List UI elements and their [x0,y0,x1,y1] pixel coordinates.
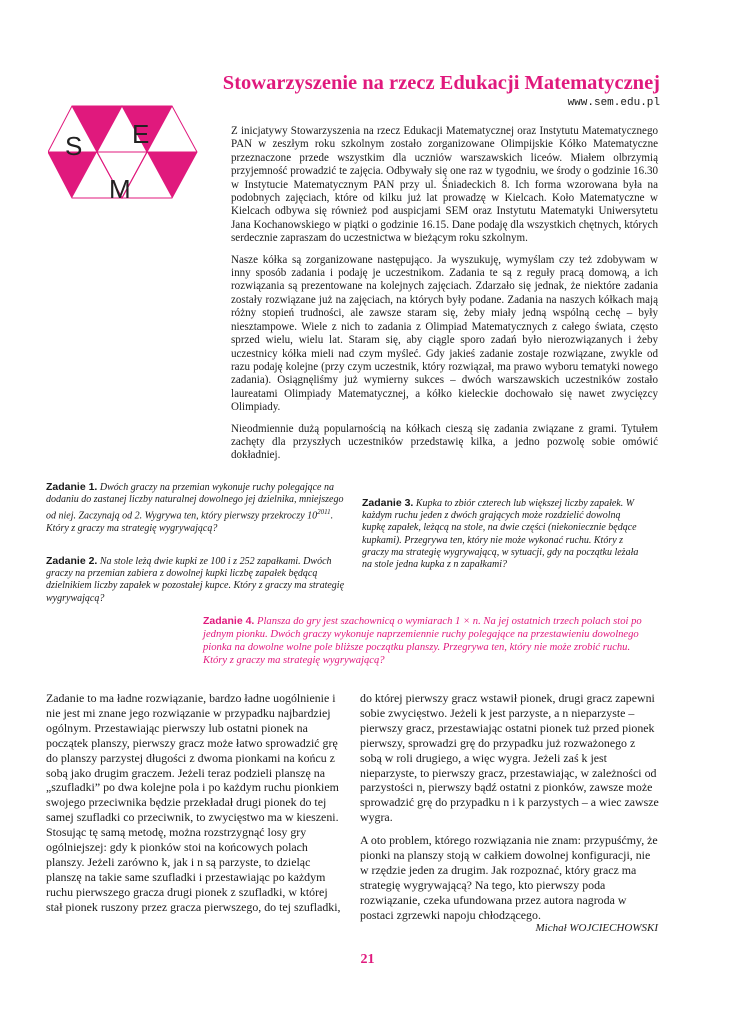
solution-right-column [360,691,660,923]
intro-paragraph-2: Nasze kółka są zorganizowane następująco. Ja wyszukuję, wymyślam czy też zdobywam w inny sposób zadania i podaję je uczestnikom. Zadania te są z reguły pracą domową, a ich rozwiązania są prezentowane na kolejnych zajęciach. Zdarzało się jednak, że niektóre zadania zostały rozwiązane już na zajęciach, na których były podane. Zadania na naszych kółkach mają różny stopień trudności, ale zawsze staram się, żeby miały jedną wspólną cechę – były niesztampowe. Wiele z nich to zadania z Olimpiad Matematycznych z całego świata, często sprzed wielu, wielu lat. Staram się, aby ciągle sporo zadań było nierozwiązanych i żeby uczestnicy kółka mieli nad czym myśleć. Gdy jakieś zadanie zostaje rozwiązane, zwykle od razu podaję kolejne (przy czym uczestnik, który rozwiązał, ma prawo wyboru tematyki nowego zadania). Osiągnęliśmy już wymierny sukces – dwóch warszawskich uczestników zostało laureatami Olimpiady Matematycznej, a kółko kieleckie dochowało się nawet zwycięzcy Olimpiady. [231,253,658,414]
task-1-label: Zadanie 1. [46,481,98,493]
hexagon-logo-icon [48,98,216,216]
solution-paragraph-1: Zadanie to ma ładne rozwiązanie, bardzo ładne uogólnienie i nie jest mi znane jego rozwiązanie w przypadku najbardziej ogólnym. Przestawiając pierwszy lub ostatni pionek na początek planszy, pierwszy gracz może łatwo sprowadzić grę do planszy parzystej długości z dwoma pionkami na końcu z sobą jako drugim graczem. Jeżeli teraz podzieli planszę na „szufladki” po dwa kolejne pola i po każdym ruchu pionkiem swojego przeciwnika będzie przekładał drugi pionek do tej samej szufladki co przeciwnik, to zwycięstwo ma w kieszeni. Stosując tę samą metodę, można rozstrzygnąć losy gry ogólniejszej: gdy k pionków stoi na końcowych polach planszy. Jeżeli zarówno k, jak i n są parzyste, to dzieląc planszę na takie same szufladki i przestawiając po każdym ruchu pierwszego gracza drugi pionek z szufladki, w której stał pionek ruszony przez gracza pierwszego, do tej szufladki, [46,691,341,914]
sem-logo [48,98,216,216]
website-url: www.sem.edu.pl [567,97,660,109]
task-2-label: Zadanie 2. [46,555,98,567]
page-title: Stowarzyszenie na rzecz Edukacji Matematycznej [222,72,660,94]
task-2-text: Na stole leżą dwie kupki ze 100 i z 252 zapałkami. Dwóch graczy na przemian zabiera z dowolnej kupki liczbę zapałek będącą dzielnikiem liczby zapałek w pozostałej kupce. Który z graczy ma strategię wygrywającą? [46,556,345,604]
task-3-label: Zadanie 3. [362,497,414,509]
task-1-text-end: . Który z graczy ma strategię wygrywającą? [46,510,334,534]
task-1 [46,481,344,535]
intro-paragraph-3: Nieodmiennie dużą popularnością na kółkach cieszą się zadania związane z grami. Tytułem zachęty dla przyszłych uczestników przedstawię kilka, a jedno pozwolę sobie omówić dokładniej. [231,422,658,462]
task-2 [46,555,344,605]
intro-text [231,125,658,471]
solution-paragraph-2: do której pierwszy gracz wstawił pionek, drugi gracz zapewni sobie zwycięstwo. Jeżeli k jest parzyste, a n nieparzyste – pierwszy gracz, przestawiając ostatni pionek tuż przed pionek pierwszy, sprowadzi grę do przypadku już rozważonego z sobą w roli drugiego, a więc wygra. Jeżeli zaś k jest nieparzyste, to pierwszy gracz, przestawiając, w zależności od parzystości n, pierwszy bądź ostatni z pionków, zawsze może sprowadzić grę do przypadku n i k parzystych – a wiec zawsze wygra. [360,691,659,825]
task-3-text: Kupka to zbiór czterech lub większej liczby zapałek. W każdym ruchu jeden z dwóch grających może rozdzielić dowolną kupkę zapałek, leżącą na stole, na dwie części (niekoniecznie będące kupkami). Przegrywa ten, który nie może wykonać ruchu. Który z graczy ma strategię wygrywającą, w sytuacji, gdy na początku leżała na stole jedna kupka z n zapałkami? [362,498,639,571]
task-4-label: Zadanie 4. [203,615,255,627]
author-signature: Michał WOJCIECHOWSKI [535,922,658,934]
task-4 [203,615,656,667]
task-4-text: Plansza do gry jest szachownicą o wymiarach 1 × n. Na jej ostatnich trzech polach stoi po jednym pionku. Dwóch graczy wykonuje naprzemiennie ruchy polegające na przestawieniu dowolnego pionka na dowolne wolne pole bliższe początku planszy. Przegrywa ten, który nie może zrobić ruchu. Który z graczy ma strategię wygrywającą? [203,616,642,666]
logo-letter-e: E [132,119,150,149]
solution-paragraph-3: A oto problem, którego rozwiązania nie znam: przypuśćmy, że pionki na planszy stoją w całkiem dowolnej konfiguracji, nie w rzędzie jeden za drugim. Jak rozpoznać, który gracz ma strategię wygrywającą? Na tego, kto pierwszy poda rozwiązanie, czeka ufundowana przez autora nagroda w postaci zgrzewki napoju chłodzącego. [360,833,658,922]
page-number: 21 [360,952,375,967]
intro-paragraph-1: Z inicjatywy Stowarzyszenia na rzecz Edukacji Matematycznej oraz Instytutu Matematycznego PAN w zeszłym roku szkolnym zostało zorganizowane Olimpijskie Kółko Matematyczne przeznaczone przede wszystkim dla uczniów warszawskich liceów. Miałem olbrzymią przyjemność prowadzić te zajęcia. Odbywały się one raz w tygodniu, we środy o godzinie 16.30 w Instytucie Matematycznym PAN przy ul. Śniadeckich 8. Ich forma wzorowana była na podobnych zajęciach, które od kilku już lat prowadzę w Kielcach. Koło Matematyczne w Kielcach odbywa się również pod auspicjami SEM oraz Instytutu Matematyki Uniwersytetu Jana Kochanowskiego w piątki o godzinie 16.15. Dane podaję dla wszystkich chętnych, których serdecznie zapraszam do uczestnictwa w bieżącym roku szkolnym. [231,125,658,245]
logo-letter-m: M [109,174,131,204]
task-3 [362,497,642,571]
task-1-text: Dwóch graczy na przemian wykonuje ruchy polegające na dodaniu do zastanej liczby naturalnej dowolnego jej dzielnika, mniejszego od niej. Zaczynają od 2. Wygrywa ten, który pierwszy przekroczy 10 [46,482,344,522]
task-1-exponent: 2011 [317,508,331,517]
logo-letter-s: S [65,131,83,161]
solution-left-column [46,691,344,915]
